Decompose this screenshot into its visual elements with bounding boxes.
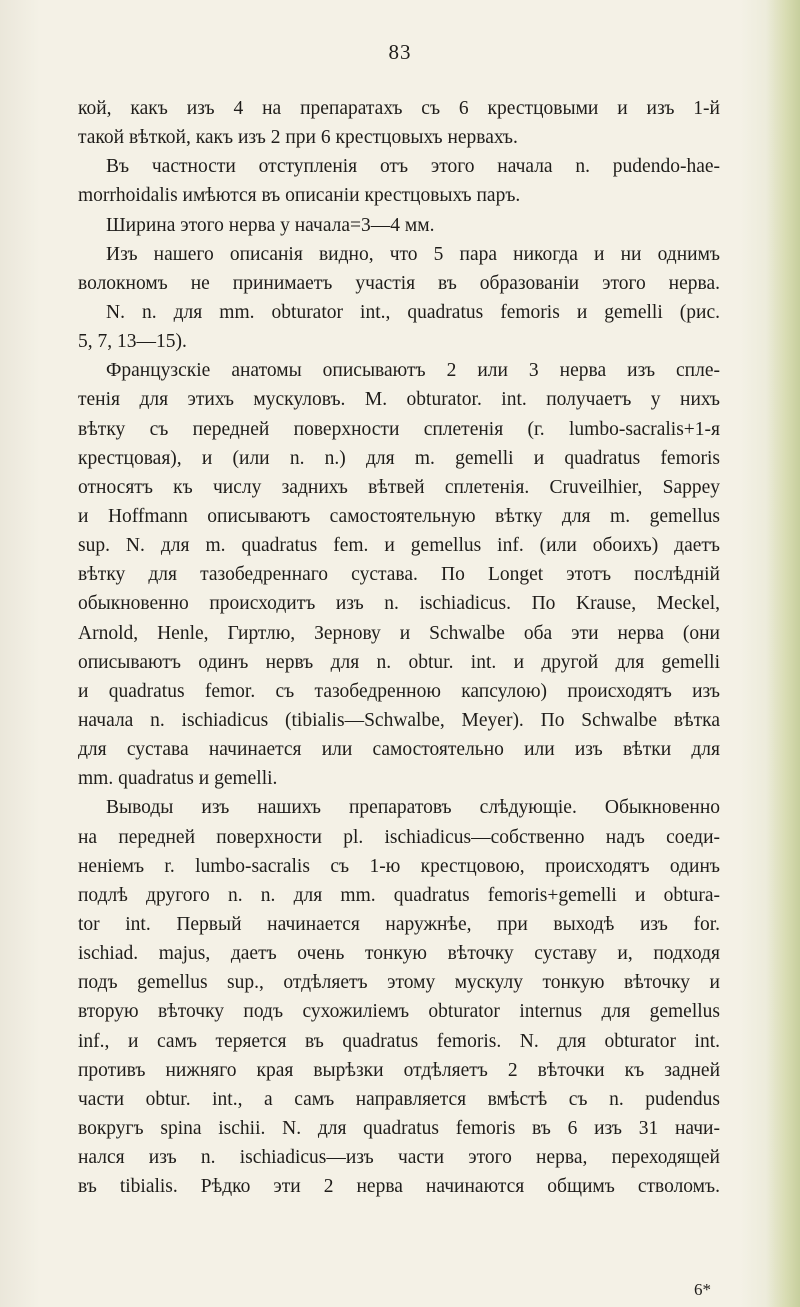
- text-line: кой, какъ изъ 4 на препаратахъ съ 6 крестцовыми и изъ 1-й: [78, 98, 720, 119]
- text-line: ischiad. majus, даетъ очень тонкую вѣточку суставу и, подходя: [78, 943, 720, 965]
- text-line: Изъ нашего описанія видно, что 5 пара никогда и ни однимъ: [106, 243, 720, 265]
- text-line: такой вѣткой, какъ изъ 2 при 6 крестцовыхъ нервахъ.: [78, 127, 518, 149]
- page-number: 83: [388, 40, 412, 64]
- text-line: нался изъ n. ischiadicus—изъ части этого нерва, переходящей: [78, 1147, 720, 1169]
- text-line: 5, 7, 13—15).: [78, 331, 187, 353]
- text-line: волокномъ не принимаетъ участія въ образованіи этого нерва.: [78, 272, 720, 294]
- text-line: начала n. ischiadicus (tibialis—Schwalbe, Meyer). По Schwalbe вѣтка: [78, 709, 720, 731]
- body-text: [78, 94, 720, 1201]
- text-line: крестцовая), и (или n. n.) для m. gemelli и quadratus femoris: [78, 447, 720, 469]
- text-line: и Hoffmann описываютъ самостоятельную вѣтку для m. gemellus: [78, 505, 720, 527]
- text-line: Въ частности отступленія отъ этого начала n. pudendo-hae-: [106, 156, 720, 178]
- text-line: inf., и самъ теряется въ quadratus femoris. N. для obturator int.: [78, 1030, 720, 1052]
- text-line: sup. N. для m. quadratus fem. и gemellus inf. (или обоихъ) даетъ: [78, 535, 720, 557]
- text-line: Arnold, Henle, Гиртлю, Зернову и Schwalbe оба эти нерва (они: [78, 622, 720, 644]
- page-edge-shadow: [766, 0, 800, 1307]
- text-line: относятъ къ числу заднихъ вѣтвей сплетенія. Cruveilhier, Sappey: [78, 476, 720, 498]
- text-line: противъ нижняго края вырѣзки отдѣляетъ 2 вѣточки къ задней: [78, 1059, 720, 1081]
- text-line: tor int. Первый начинается наружнѣе, при выходѣ изъ for.: [78, 913, 720, 935]
- text-line: Французскіе анатомы описываютъ 2 или 3 нерва изъ спле-: [106, 360, 720, 382]
- text-line: тенія для этихъ мускуловъ. М. obturator. int. получаетъ у нихъ: [78, 389, 720, 411]
- text-line: и quadratus femor. съ тазобедренною капсулою) происходятъ изъ: [78, 680, 720, 702]
- text-line: подлѣ другого n. n. для mm. quadratus femoris+gemelli и obtura-: [78, 884, 720, 906]
- text-line: на передней поверхности pl. ischiadicus—собственно надъ соеди-: [78, 826, 720, 848]
- text-line: morrhoidalis имѣются въ описаніи крестцовыхъ паръ.: [78, 185, 521, 207]
- text-line: N. n. для mm. obturator int., quadratus femoris и gemelli (рис.: [106, 301, 720, 323]
- text-line: подъ gemellus sup., отдѣляетъ этому мускулу тонкую вѣточку и: [78, 972, 720, 994]
- text-line: для сустава начинается или самостоятельно или изъ вѣтки для: [78, 739, 720, 761]
- text-line: въ tibialis. Рѣдко эти 2 нерва начинаются общимъ стволомъ.: [78, 1176, 720, 1198]
- text-line: mm. quadratus и gemelli.: [78, 768, 278, 790]
- text-line: вѣтку съ передней поверхности сплетенія (г. lumbo-sacralis+1-я: [78, 418, 720, 440]
- text-line: Выводы изъ нашихъ препаратовъ слѣдующіе. Обыкновенно: [106, 797, 720, 819]
- signature-mark: 6*: [694, 1280, 711, 1299]
- text-line: неніемъ r. lumbo-sacralis съ 1-ю крестцовою, происходятъ одинъ: [78, 855, 720, 877]
- text-line: вокругъ spina ischii. N. для quadratus femoris въ 6 изъ 31 начи-: [78, 1117, 720, 1139]
- text-line: обыкновенно происходитъ изъ n. ischiadicus. По Krause, Meckel,: [78, 593, 720, 615]
- text-line: описываютъ одинъ нервъ для n. obtur. int. и другой для gemelli: [78, 651, 720, 673]
- text-line: Ширина этого нерва у начала=3—4 мм.: [106, 214, 435, 236]
- text-line: вѣтку для тазобедреннаго сустава. По Longet этотъ послѣдній: [78, 564, 720, 586]
- text-line: части obtur. int., а самъ направляется вмѣстѣ съ n. pudendus: [78, 1088, 720, 1110]
- text-line: вторую вѣточку подъ сухожиліемъ obturator internus для gemellus: [78, 1001, 720, 1023]
